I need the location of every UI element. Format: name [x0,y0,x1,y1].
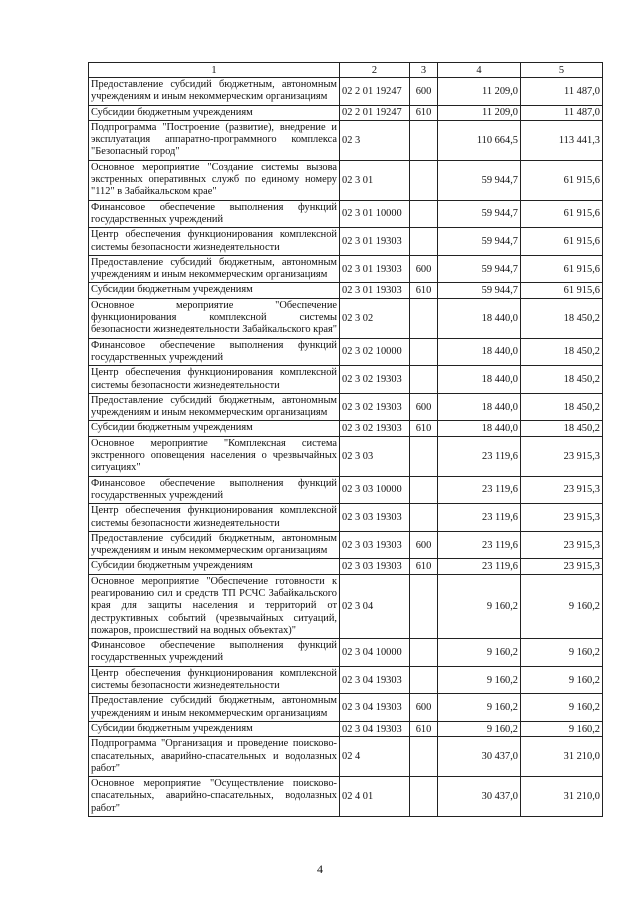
row-name-cell: Центр обеспечения функционирования комплексной системы безопасности жизнедеятельности [89,228,340,256]
table-row [89,721,603,736]
row-code-cell: 02 2 01 19247 [340,78,410,106]
row-expense-type-cell [410,338,438,366]
row-code-cell: 02 3 02 19303 [340,421,410,436]
row-expense-type-cell [410,160,438,200]
table-row [89,298,603,338]
row-name-cell: Центр обеспечения функционирования комплексной системы безопасности жизнедеятельности [89,666,340,694]
row-amount-year2-cell: 61 915,6 [521,160,603,200]
row-name-cell: Подпрограмма "Построение (развитие), внедрение и эксплуатация аппаратно-программного комплекса "Безопасный город" [89,120,340,160]
row-amount-year1-cell: 30 437,0 [438,777,521,817]
row-amount-year1-cell: 59 944,7 [438,228,521,256]
row-expense-type-cell: 600 [410,531,438,559]
row-expense-type-cell: 600 [410,78,438,106]
row-amount-year1-cell: 9 160,2 [438,721,521,736]
table-row [89,694,603,722]
row-amount-year1-cell: 9 160,2 [438,639,521,667]
row-amount-year1-cell: 18 440,0 [438,338,521,366]
table-row [89,160,603,200]
row-code-cell: 02 3 [340,120,410,160]
row-amount-year2-cell: 11 487,0 [521,78,603,106]
table-row [89,777,603,817]
row-code-cell: 02 4 01 [340,777,410,817]
row-amount-year2-cell: 23 915,3 [521,504,603,532]
table-row [89,574,603,638]
row-code-cell: 02 3 04 19303 [340,666,410,694]
table-row [89,366,603,394]
row-amount-year1-cell: 23 119,6 [438,504,521,532]
row-code-cell: 02 3 04 [340,574,410,638]
row-amount-year2-cell: 18 450,2 [521,366,603,394]
table-row [89,78,603,106]
row-name-cell: Основное мероприятие "Создание системы вызова экстренных оперативных служб по единому номеру "112" в Забайкальском крае" [89,160,340,200]
table-row [89,120,603,160]
row-name-cell: Центр обеспечения функционирования комплексной системы безопасности жизнедеятельности [89,504,340,532]
row-expense-type-cell [410,298,438,338]
row-name-cell: Центр обеспечения функционирования комплексной системы безопасности жизнедеятельности [89,366,340,394]
row-amount-year2-cell: 18 450,2 [521,338,603,366]
header-col-4: 4 [438,63,521,78]
table-row [89,559,603,574]
row-code-cell: 02 3 04 19303 [340,694,410,722]
row-amount-year1-cell: 23 119,6 [438,436,521,476]
row-code-cell: 02 3 03 10000 [340,476,410,504]
row-amount-year2-cell: 23 915,3 [521,436,603,476]
row-expense-type-cell: 600 [410,694,438,722]
row-expense-type-cell [410,777,438,817]
row-amount-year1-cell: 59 944,7 [438,283,521,298]
row-expense-type-cell [410,666,438,694]
row-amount-year2-cell: 18 450,2 [521,393,603,421]
row-code-cell: 02 3 02 19303 [340,366,410,394]
row-expense-type-cell: 610 [410,721,438,736]
row-amount-year2-cell: 61 915,6 [521,228,603,256]
table-row [89,639,603,667]
row-amount-year2-cell: 9 160,2 [521,574,603,638]
table-row [89,393,603,421]
row-name-cell: Основное мероприятие "Осуществление поисково-спасательных, аварийно-спасательных, водолазных работ" [89,777,340,817]
row-amount-year2-cell: 18 450,2 [521,421,603,436]
row-expense-type-cell [410,737,438,777]
row-name-cell: Основное мероприятие "Комплексная система экстренного оповещения населения о чрезвычайных ситуациях" [89,436,340,476]
row-expense-type-cell [410,228,438,256]
row-amount-year2-cell: 9 160,2 [521,721,603,736]
row-expense-type-cell [410,436,438,476]
row-name-cell: Основное мероприятие "Обеспечение готовности к реагированию сил и средств ТП РСЧС Забайкальского края для защиты населения и территорий от деструктивных событий (чрезвычайных ситуаций, пожаров, происшествий на водных объектах)" [89,574,340,638]
table-row [89,283,603,298]
table-row [89,504,603,532]
table-row [89,200,603,228]
row-amount-year1-cell: 11 209,0 [438,78,521,106]
row-amount-year2-cell: 31 210,0 [521,737,603,777]
row-expense-type-cell [410,366,438,394]
row-amount-year1-cell: 23 119,6 [438,476,521,504]
header-col-2: 2 [340,63,410,78]
row-expense-type-cell: 610 [410,421,438,436]
row-expense-type-cell [410,504,438,532]
row-amount-year2-cell: 113 441,3 [521,120,603,160]
row-name-cell: Подпрограмма "Организация и проведение поисково-спасательных, аварийно-спасательных и водолазных работ" [89,737,340,777]
row-amount-year1-cell: 9 160,2 [438,574,521,638]
row-code-cell: 02 3 01 10000 [340,200,410,228]
row-name-cell: Предоставление субсидий бюджетным, автономным учреждениям и иным некоммерческим организациям [89,78,340,106]
table-row [89,531,603,559]
row-name-cell: Предоставление субсидий бюджетным, автономным учреждениям и иным некоммерческим организациям [89,255,340,283]
row-amount-year1-cell: 18 440,0 [438,393,521,421]
row-expense-type-cell [410,574,438,638]
row-name-cell: Финансовое обеспечение выполнения функций государственных учреждений [89,476,340,504]
table-header [89,63,603,78]
row-amount-year2-cell: 31 210,0 [521,777,603,817]
row-code-cell: 02 4 [340,737,410,777]
row-code-cell: 02 3 03 19303 [340,559,410,574]
row-amount-year1-cell: 110 664,5 [438,120,521,160]
row-amount-year1-cell: 11 209,0 [438,105,521,120]
table-row [89,436,603,476]
row-amount-year1-cell: 9 160,2 [438,694,521,722]
table-row [89,105,603,120]
row-code-cell: 02 3 01 19303 [340,228,410,256]
header-col-5: 5 [521,63,603,78]
row-amount-year1-cell: 23 119,6 [438,559,521,574]
row-amount-year1-cell: 59 944,7 [438,200,521,228]
row-name-cell: Субсидии бюджетным учреждениям [89,559,340,574]
row-amount-year1-cell: 18 440,0 [438,421,521,436]
row-code-cell: 02 3 03 19303 [340,504,410,532]
row-amount-year2-cell: 23 915,3 [521,531,603,559]
row-expense-type-cell [410,200,438,228]
row-amount-year2-cell: 61 915,6 [521,283,603,298]
row-name-cell: Предоставление субсидий бюджетным, автономным учреждениям и иным некоммерческим организациям [89,694,340,722]
row-code-cell: 02 3 01 19303 [340,283,410,298]
page-number: 4 [317,862,323,876]
row-expense-type-cell [410,476,438,504]
row-name-cell: Финансовое обеспечение выполнения функций государственных учреждений [89,338,340,366]
row-amount-year2-cell: 61 915,6 [521,255,603,283]
row-code-cell: 02 3 04 19303 [340,721,410,736]
table-row [89,228,603,256]
row-expense-type-cell: 610 [410,105,438,120]
header-col-1: 1 [89,63,340,78]
header-row [89,63,603,78]
table-row [89,476,603,504]
table-row [89,737,603,777]
row-expense-type-cell [410,639,438,667]
row-code-cell: 02 2 01 19247 [340,105,410,120]
table-row [89,255,603,283]
row-amount-year1-cell: 23 119,6 [438,531,521,559]
row-amount-year2-cell: 23 915,3 [521,559,603,574]
row-code-cell: 02 3 01 [340,160,410,200]
row-expense-type-cell: 610 [410,559,438,574]
row-name-cell: Субсидии бюджетным учреждениям [89,421,340,436]
row-amount-year1-cell: 9 160,2 [438,666,521,694]
row-amount-year1-cell: 18 440,0 [438,366,521,394]
row-amount-year2-cell: 9 160,2 [521,639,603,667]
row-code-cell: 02 3 04 10000 [340,639,410,667]
row-code-cell: 02 3 02 [340,298,410,338]
row-name-cell: Финансовое обеспечение выполнения функций государственных учреждений [89,200,340,228]
row-expense-type-cell: 610 [410,283,438,298]
row-amount-year1-cell: 18 440,0 [438,298,521,338]
header-col-3: 3 [410,63,438,78]
row-name-cell: Предоставление субсидий бюджетным, автономным учреждениям и иным некоммерческим организациям [89,393,340,421]
row-name-cell: Субсидии бюджетным учреждениям [89,721,340,736]
row-code-cell: 02 3 02 10000 [340,338,410,366]
row-amount-year2-cell: 61 915,6 [521,200,603,228]
row-amount-year2-cell: 23 915,3 [521,476,603,504]
budget-table [88,62,603,817]
row-amount-year1-cell: 59 944,7 [438,160,521,200]
row-code-cell: 02 3 01 19303 [340,255,410,283]
row-expense-type-cell: 600 [410,255,438,283]
row-amount-year2-cell: 9 160,2 [521,694,603,722]
row-name-cell: Субсидии бюджетным учреждениям [89,283,340,298]
row-amount-year1-cell: 59 944,7 [438,255,521,283]
table-row [89,421,603,436]
row-amount-year1-cell: 30 437,0 [438,737,521,777]
row-expense-type-cell [410,120,438,160]
row-name-cell: Предоставление субсидий бюджетным, автономным учреждениям и иным некоммерческим организациям [89,531,340,559]
row-amount-year2-cell: 9 160,2 [521,666,603,694]
row-amount-year2-cell: 18 450,2 [521,298,603,338]
row-code-cell: 02 3 02 19303 [340,393,410,421]
row-code-cell: 02 3 03 19303 [340,531,410,559]
table-row [89,666,603,694]
row-code-cell: 02 3 03 [340,436,410,476]
row-name-cell: Основное мероприятие "Обеспечение функционирования комплексной системы безопасности жизнедеятельности Забайкальского края" [89,298,340,338]
table-row [89,338,603,366]
row-expense-type-cell: 600 [410,393,438,421]
row-name-cell: Субсидии бюджетным учреждениям [89,105,340,120]
row-amount-year2-cell: 11 487,0 [521,105,603,120]
table-body [89,78,603,817]
row-name-cell: Финансовое обеспечение выполнения функций государственных учреждений [89,639,340,667]
